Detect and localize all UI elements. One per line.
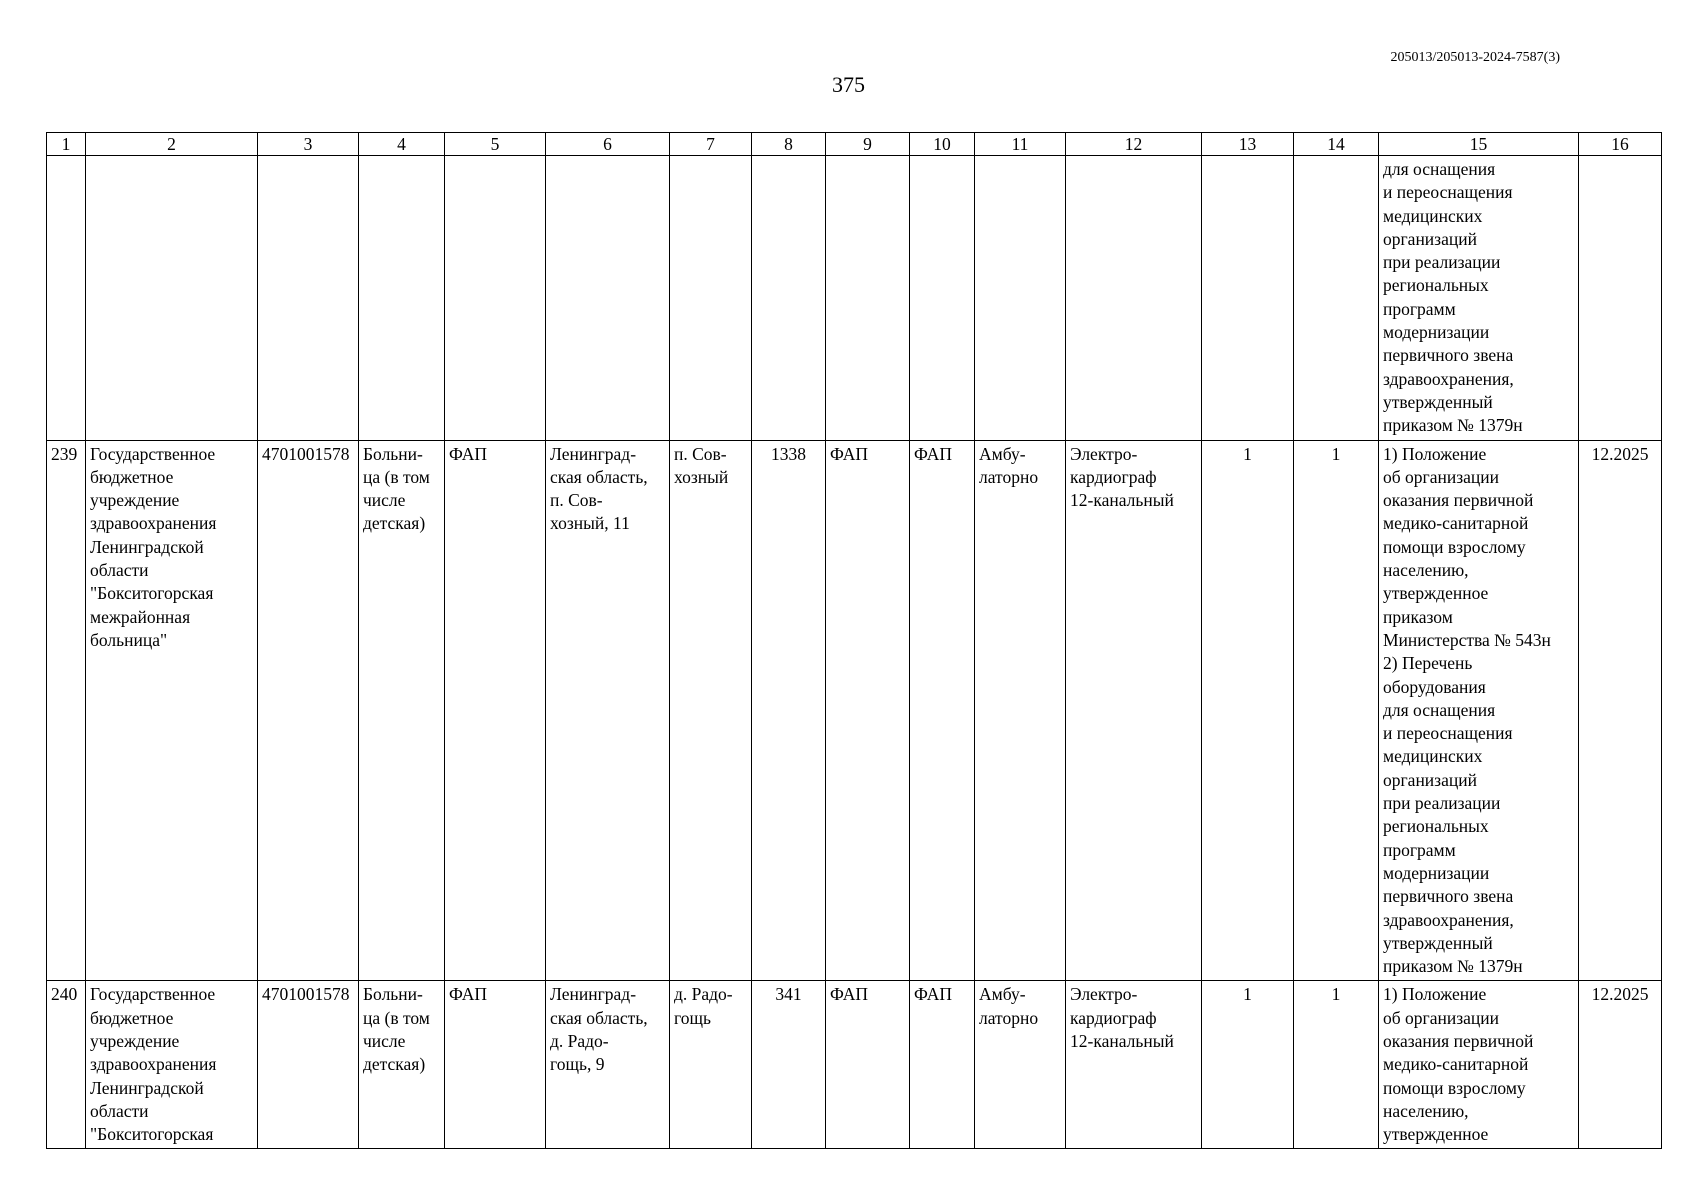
page-number: 375 bbox=[832, 72, 865, 97]
cell-line: бюджетное bbox=[90, 466, 174, 487]
cell-line: медицинских bbox=[1383, 746, 1483, 767]
table-row bbox=[47, 981, 1662, 1149]
cell-line: приказом № 1379н bbox=[1383, 956, 1523, 977]
cell-line: Электро- bbox=[1070, 984, 1138, 1005]
cell-line: 1) Положение bbox=[1383, 443, 1487, 464]
cell-line: и переоснащения bbox=[1383, 723, 1513, 744]
table-cell bbox=[975, 156, 1066, 441]
cell-line: кардиограф bbox=[1070, 466, 1157, 487]
table-cell bbox=[546, 156, 670, 441]
cell-line: п. Сов- bbox=[674, 443, 727, 464]
column-header: 2 bbox=[86, 133, 258, 156]
table-cell bbox=[910, 156, 975, 441]
institution-name bbox=[86, 440, 258, 981]
document-id: 205013/205013-2024-7587(3) bbox=[1390, 50, 1560, 65]
quantity-planned: 1 bbox=[1294, 440, 1379, 981]
unit-type-3: ФАП bbox=[910, 440, 975, 981]
cell-line: приказом bbox=[1383, 606, 1453, 627]
cell-line: организаций bbox=[1383, 769, 1477, 790]
cell-line: помощи взрослому bbox=[1383, 536, 1526, 557]
unit-type-2: ФАП bbox=[826, 981, 910, 1149]
unit-type-2: ФАП bbox=[826, 440, 910, 981]
equipment-table bbox=[46, 132, 1662, 1149]
table-cell bbox=[1202, 156, 1294, 441]
column-header: 5 bbox=[445, 133, 546, 156]
population: 1338 bbox=[752, 440, 826, 981]
equipment-name bbox=[1066, 981, 1202, 1149]
continuation-row bbox=[47, 156, 1662, 441]
institution-type bbox=[359, 981, 445, 1149]
cell-line: 12-канальный bbox=[1070, 1030, 1174, 1051]
cell-line: утвержденное bbox=[1383, 583, 1489, 604]
cell-line: 12-канальный bbox=[1070, 490, 1174, 511]
cell-line: программ bbox=[1383, 298, 1456, 319]
column-header: 16 bbox=[1579, 133, 1662, 156]
column-header: 13 bbox=[1202, 133, 1294, 156]
cell-line: здравоохранения, bbox=[1383, 909, 1514, 930]
cell-line: для оснащения bbox=[1383, 159, 1496, 179]
cell-line: населению, bbox=[1383, 560, 1469, 581]
deadline: 12.2025 bbox=[1579, 981, 1662, 1149]
cell-line: утвержденное bbox=[1383, 1124, 1489, 1145]
cell-line: п. Сов- bbox=[550, 490, 603, 511]
column-header: 8 bbox=[752, 133, 826, 156]
regulation-cell bbox=[1379, 440, 1579, 981]
cell-line: и переоснащения bbox=[1383, 182, 1513, 203]
column-header: 3 bbox=[258, 133, 359, 156]
column-number-row bbox=[47, 133, 1662, 156]
cell-line: приказом № 1379н bbox=[1383, 415, 1523, 436]
cell-line: бюджетное bbox=[90, 1007, 174, 1028]
cell-line: помощи взрослому bbox=[1383, 1077, 1526, 1098]
cell-line: модернизации bbox=[1383, 862, 1490, 883]
cell-line: ца (в том bbox=[363, 466, 430, 487]
cell-line: латорно bbox=[979, 466, 1039, 487]
locality bbox=[670, 440, 752, 981]
cell-line: хозный bbox=[674, 466, 729, 487]
cell-line: ская область, bbox=[550, 1007, 648, 1028]
quantity-required: 1 bbox=[1202, 981, 1294, 1149]
cell-line: при реализации bbox=[1383, 793, 1501, 814]
cell-line: 1) Положение bbox=[1383, 984, 1487, 1005]
table-cell bbox=[670, 156, 752, 441]
cell-line: "Бокситогорская bbox=[90, 583, 214, 604]
address bbox=[546, 440, 670, 981]
cell-line: модернизации bbox=[1383, 322, 1490, 343]
equipment-name bbox=[1066, 440, 1202, 981]
cell-line: д. Радо- bbox=[550, 1030, 609, 1051]
table-cell bbox=[258, 156, 359, 441]
column-header: 14 bbox=[1294, 133, 1379, 156]
cell-line: Ленинградской bbox=[90, 1077, 204, 1098]
table-cell bbox=[359, 156, 445, 441]
unit-type: ФАП bbox=[445, 981, 546, 1149]
table-cell bbox=[826, 156, 910, 441]
care-form bbox=[975, 440, 1066, 981]
cell-line: программ bbox=[1383, 839, 1456, 860]
table-cell bbox=[1579, 156, 1662, 441]
table-cell bbox=[1294, 156, 1379, 441]
table-row bbox=[47, 440, 1662, 981]
cell-line: детская) bbox=[363, 1054, 426, 1075]
cell-line: здравоохранения bbox=[90, 1054, 217, 1075]
regulation-cell bbox=[1379, 156, 1579, 441]
column-header: 12 bbox=[1066, 133, 1202, 156]
cell-line: об организации bbox=[1383, 466, 1499, 487]
column-header: 1 bbox=[47, 133, 86, 156]
cell-line: Государственное bbox=[90, 984, 216, 1005]
cell-line: региональных bbox=[1383, 816, 1489, 837]
cell-line: гощь, 9 bbox=[550, 1054, 605, 1075]
cell-line: медико-санитарной bbox=[1383, 1054, 1529, 1075]
cell-line: Больни- bbox=[363, 984, 423, 1005]
inn-code: 4701001578 bbox=[258, 981, 359, 1149]
inn-code: 4701001578 bbox=[258, 440, 359, 981]
cell-line: оборудования bbox=[1383, 676, 1486, 697]
cell-line: кардиограф bbox=[1070, 1007, 1157, 1028]
cell-line: первичного звена bbox=[1383, 345, 1514, 366]
cell-line: детская) bbox=[363, 513, 426, 534]
row-number: 239 bbox=[47, 440, 86, 981]
cell-line: для оснащения bbox=[1383, 699, 1496, 720]
deadline: 12.2025 bbox=[1579, 440, 1662, 981]
cell-line: 2) Перечень bbox=[1383, 653, 1473, 674]
cell-line: Амбу- bbox=[979, 984, 1026, 1005]
locality bbox=[670, 981, 752, 1149]
cell-line: при реализации bbox=[1383, 252, 1501, 273]
column-header: 10 bbox=[910, 133, 975, 156]
column-header: 6 bbox=[546, 133, 670, 156]
cell-line: межрайонная bbox=[90, 606, 191, 627]
cell-line: об организации bbox=[1383, 1007, 1499, 1028]
cell-line: здравоохранения bbox=[90, 513, 217, 534]
cell-line: первичного звена bbox=[1383, 886, 1514, 907]
cell-line: медико-санитарной bbox=[1383, 513, 1529, 534]
cell-line: гощь bbox=[674, 1007, 711, 1028]
column-header: 7 bbox=[670, 133, 752, 156]
cell-line: области bbox=[90, 1100, 149, 1121]
cell-line: числе bbox=[363, 490, 406, 511]
table-cell bbox=[1066, 156, 1202, 441]
cell-line: утвержденный bbox=[1383, 391, 1493, 412]
unit-type: ФАП bbox=[445, 440, 546, 981]
cell-line: Ленинград- bbox=[550, 443, 637, 464]
cell-line: оказания первичной bbox=[1383, 1030, 1534, 1051]
cell-line: Амбу- bbox=[979, 443, 1026, 464]
table-cell bbox=[86, 156, 258, 441]
regulation-cell bbox=[1379, 981, 1579, 1149]
cell-line: "Бокситогорская bbox=[90, 1124, 214, 1145]
institution-type bbox=[359, 440, 445, 981]
column-header: 9 bbox=[826, 133, 910, 156]
cell-line: числе bbox=[363, 1030, 406, 1051]
cell-line: Ленинград- bbox=[550, 984, 637, 1005]
quantity-planned: 1 bbox=[1294, 981, 1379, 1149]
cell-line: Электро- bbox=[1070, 443, 1138, 464]
cell-line: д. Радо- bbox=[674, 984, 733, 1005]
cell-line: Государственное bbox=[90, 443, 216, 464]
cell-line: региональных bbox=[1383, 275, 1489, 296]
column-header: 15 bbox=[1379, 133, 1579, 156]
unit-type-3: ФАП bbox=[910, 981, 975, 1149]
cell-line: населению, bbox=[1383, 1100, 1469, 1121]
cell-line: учреждение bbox=[90, 1030, 180, 1051]
address bbox=[546, 981, 670, 1149]
cell-line: ца (в том bbox=[363, 1007, 430, 1028]
care-form bbox=[975, 981, 1066, 1149]
cell-line: оказания первичной bbox=[1383, 490, 1534, 511]
row-number: 240 bbox=[47, 981, 86, 1149]
cell-line: Больни- bbox=[363, 443, 423, 464]
cell-line: Министерства № 543н bbox=[1383, 629, 1551, 650]
cell-line: здравоохранения, bbox=[1383, 368, 1514, 389]
column-header: 4 bbox=[359, 133, 445, 156]
cell-line: хозный, 11 bbox=[550, 513, 630, 534]
column-header: 11 bbox=[975, 133, 1066, 156]
quantity-required: 1 bbox=[1202, 440, 1294, 981]
cell-line: организаций bbox=[1383, 228, 1477, 249]
cell-line: больница" bbox=[90, 629, 168, 650]
cell-line: ская область, bbox=[550, 466, 648, 487]
cell-line: Ленинградской bbox=[90, 536, 204, 557]
population: 341 bbox=[752, 981, 826, 1149]
table-cell bbox=[445, 156, 546, 441]
cell-line: области bbox=[90, 560, 149, 581]
cell-line: медицинских bbox=[1383, 205, 1483, 226]
table-cell bbox=[47, 156, 86, 441]
cell-line: утвержденный bbox=[1383, 932, 1493, 953]
institution-name bbox=[86, 981, 258, 1149]
table-cell bbox=[752, 156, 826, 441]
cell-line: учреждение bbox=[90, 490, 180, 511]
cell-line: латорно bbox=[979, 1007, 1039, 1028]
